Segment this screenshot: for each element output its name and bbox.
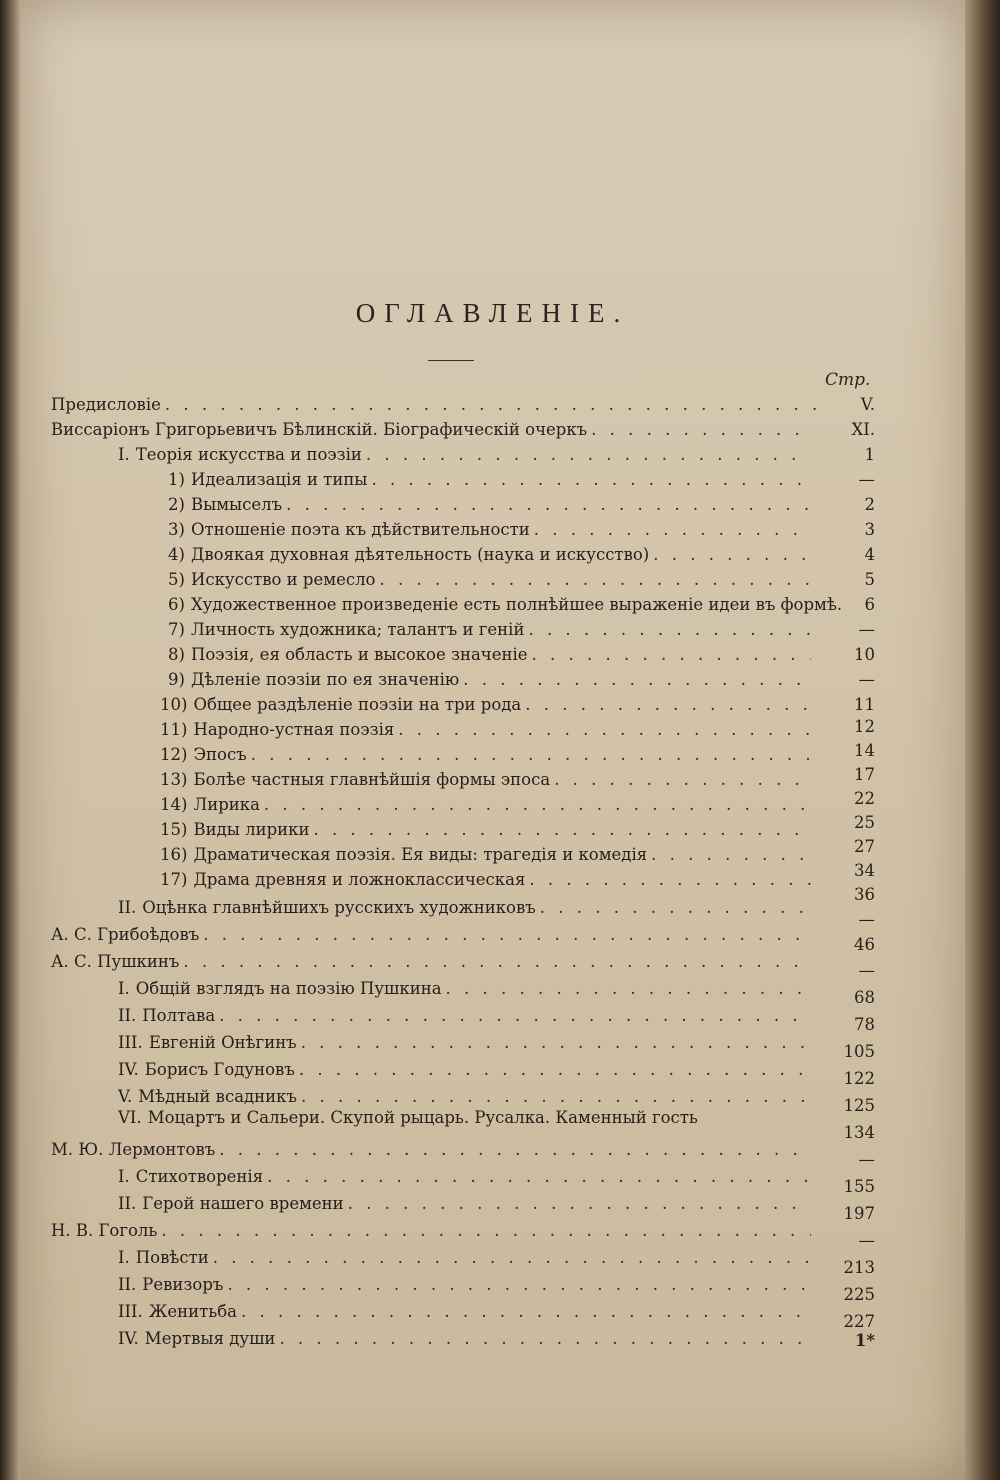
toc-entry-number: III. <box>118 1033 143 1052</box>
toc-entry <box>168 595 848 619</box>
toc-entry-label: Народно-устная поэзія <box>193 720 395 739</box>
toc-entry <box>118 1302 815 1326</box>
toc-entry-page: — <box>858 470 875 489</box>
dot-leader <box>348 1194 811 1213</box>
toc-entry <box>168 645 815 669</box>
toc-entry-page: 34 <box>854 861 875 880</box>
dot-leader <box>165 395 831 414</box>
toc-entry <box>45 952 815 976</box>
toc-entry-number: I. <box>118 979 130 998</box>
toc-entry-number: 10) <box>160 695 188 714</box>
toc-entry <box>168 470 815 494</box>
toc-entry-number: I. <box>118 1167 130 1186</box>
book-page <box>20 0 965 1480</box>
toc-entry-number: II. <box>118 1006 137 1025</box>
dot-leader <box>463 670 811 689</box>
dot-leader <box>371 470 811 489</box>
toc-entry <box>160 870 815 894</box>
toc-entry-page: 68 <box>854 988 875 1007</box>
toc-entry-page: — <box>858 1231 875 1250</box>
toc-entry-page: — <box>858 620 875 639</box>
toc-entry-page: 17 <box>854 765 875 784</box>
toc-entry-page: 12 <box>854 717 875 736</box>
toc-entry <box>45 1221 815 1245</box>
dot-leader <box>279 1329 811 1348</box>
toc-entry-number: I. <box>118 1248 130 1267</box>
toc-entry-page: 1 <box>864 445 875 464</box>
toc-entry <box>118 898 815 922</box>
toc-entry-label: Художественное произведеніе есть полнѣйшее выраженіе идеи въ формѣ. <box>190 595 843 614</box>
toc-entry-page: 227 <box>843 1312 875 1331</box>
toc-entry <box>118 1108 815 1132</box>
toc-entry-page: — <box>858 670 875 689</box>
page-column-label: Стр. <box>825 370 871 390</box>
toc-entry <box>118 1033 815 1057</box>
book-edge-right <box>965 0 1000 1480</box>
toc-entry <box>118 445 815 469</box>
toc-entry <box>118 979 815 1003</box>
toc-entry-number: 1) <box>168 470 185 489</box>
toc-entry <box>168 620 815 644</box>
dot-leader <box>591 420 811 439</box>
toc-entry-label: Эпосъ <box>193 745 247 764</box>
toc-entry-page: 25 <box>854 813 875 832</box>
toc-entry <box>118 1329 815 1353</box>
toc-entry-number: I. <box>118 445 130 464</box>
toc-entry-page: 5 <box>864 570 875 589</box>
toc-entry-label: Идеализація и типы <box>190 470 368 489</box>
toc-entry-number: 3) <box>168 520 185 539</box>
toc-entry-page: 22 <box>854 789 875 808</box>
toc-entry-label: Двоякая духовная дѣятельность (наука и искусство) <box>190 545 650 564</box>
toc-entry-label: Теорія искусства и поэзіи <box>135 445 362 464</box>
dot-leader <box>219 1140 811 1159</box>
dot-leader <box>525 695 811 714</box>
toc-entry-label: Поэзія, ея область и высокое значеніе <box>190 645 528 664</box>
toc-entry-page: 122 <box>843 1069 875 1088</box>
toc-entry-label: Виды лирики <box>193 820 310 839</box>
toc-entry-label: Н. В. Гоголь <box>51 1221 158 1240</box>
toc-entry-number: 12) <box>160 745 188 764</box>
toc-entry-page: 105 <box>843 1042 875 1061</box>
toc-entry-number: 17) <box>160 870 188 889</box>
dot-leader <box>554 770 811 789</box>
toc-entry-label: Виссаріонъ Григорьевичъ Бѣлинскій. Біографическій очеркъ <box>51 420 588 439</box>
toc-entry-number: 14) <box>160 795 188 814</box>
toc-entry <box>160 770 815 794</box>
toc-entry-number: 7) <box>168 620 185 639</box>
toc-entry-page: — <box>858 961 875 980</box>
toc-entry-label: Моцартъ и Сальери. Скупой рыцарь. Русалка. Каменный гость <box>147 1108 698 1127</box>
toc-entry-page: 36 <box>854 885 875 904</box>
toc-entry-label: Общій взглядъ на поэзію Пушкина <box>135 979 442 998</box>
dot-leader <box>219 1006 811 1025</box>
toc-entry <box>118 1194 815 1218</box>
toc-entry-label: Женитьба <box>148 1302 237 1321</box>
toc-entry <box>118 1060 815 1084</box>
toc-entry-page: 6 <box>864 595 875 614</box>
toc-entry-page: — <box>858 1150 875 1169</box>
toc-entry-page: XI. <box>851 420 875 439</box>
dot-leader <box>203 925 811 944</box>
toc-entry-page: 2 <box>864 495 875 514</box>
dot-leader <box>301 1087 811 1106</box>
toc-entry <box>160 695 815 719</box>
toc-entry-label: Оцѣнка главнѣйшихъ русскихъ художниковъ <box>142 898 536 917</box>
dot-leader <box>366 445 811 464</box>
toc-entry-label: Лирика <box>193 795 260 814</box>
toc-entry-number: 4) <box>168 545 185 564</box>
toc-entry-page: 225 <box>843 1285 875 1304</box>
toc-entry <box>118 1006 815 1030</box>
toc-entry-page: 134 <box>843 1123 875 1142</box>
toc-entry-number: 6) <box>168 595 185 614</box>
book-gutter-left <box>0 0 20 1480</box>
toc-entry-label: Мѣдный всадникъ <box>138 1087 297 1106</box>
toc-entry-label: Мертвыя души <box>144 1329 276 1348</box>
toc-entry-label: Борисъ Годуновъ <box>144 1060 295 1079</box>
toc-entry-page: 78 <box>854 1015 875 1034</box>
toc-entry <box>118 1275 815 1299</box>
signature-mark: 1* <box>854 1331 875 1350</box>
toc-entry-label: Стихотворенія <box>135 1167 264 1186</box>
dot-leader <box>264 795 811 814</box>
dot-leader <box>251 745 811 764</box>
toc-entry <box>168 570 815 594</box>
toc-entry-number: VI. <box>118 1108 142 1127</box>
dot-leader <box>301 1033 811 1052</box>
toc-entry-page: 14 <box>854 741 875 760</box>
dot-leader <box>540 898 811 917</box>
toc-entry-number: 9) <box>168 670 185 689</box>
toc-entry-label: Вымыселъ <box>190 495 283 514</box>
toc-entry-label: Драма древняя и ложноклассическая <box>193 870 526 889</box>
dot-leader <box>299 1060 811 1079</box>
dot-leader <box>286 495 811 514</box>
toc-entry-label: Болѣе частныя главнѣйшія формы эпоса <box>193 770 551 789</box>
toc-entry-number: 2) <box>168 495 185 514</box>
toc-entry-page: 213 <box>843 1258 875 1277</box>
toc-entry <box>168 545 815 569</box>
dot-leader <box>241 1302 811 1321</box>
toc-entry-label: А. С. Грибоѣдовъ <box>51 925 200 944</box>
dot-leader <box>446 979 811 998</box>
toc-entry-page: 4 <box>864 545 875 564</box>
dot-leader <box>313 820 811 839</box>
toc-entry-page: 3 <box>864 520 875 539</box>
toc-entry-number: 11) <box>160 720 188 739</box>
dot-leader <box>532 645 811 664</box>
toc-entry-number: 15) <box>160 820 188 839</box>
toc-entry-label: Ревизоръ <box>142 1275 224 1294</box>
toc-entry-number: 5) <box>168 570 185 589</box>
page-title: ОГЛАВЛЕНІЕ. <box>355 298 630 328</box>
toc-entry-page: 11 <box>854 695 875 714</box>
dot-leader <box>653 545 811 564</box>
toc-entry-label: Драматическая поэзія. Ея виды: трагедія и комедія <box>193 845 648 864</box>
toc-entry-label: Герой нашего времени <box>142 1194 344 1213</box>
dot-leader <box>267 1167 811 1186</box>
toc-entry-number: V. <box>118 1087 133 1106</box>
toc-entry-label: Повѣсти <box>135 1248 209 1267</box>
toc-entry-number: 13) <box>160 770 188 789</box>
toc-entry-page: 10 <box>854 645 875 664</box>
toc-entry-number: III. <box>118 1302 143 1321</box>
toc-entry <box>168 670 815 694</box>
toc-entry <box>118 1167 815 1191</box>
dot-leader <box>161 1221 811 1240</box>
toc-entry-label: Общее раздѣленіе поэзіи на три рода <box>193 695 522 714</box>
toc-entry <box>160 745 815 769</box>
toc-entry-page: 46 <box>854 935 875 954</box>
dot-leader <box>534 520 811 539</box>
toc-entry-number: II. <box>118 1194 137 1213</box>
toc-entry <box>160 845 815 869</box>
toc-entry <box>168 520 815 544</box>
toc-entry-page: — <box>858 910 875 929</box>
toc-entry <box>168 495 815 519</box>
dot-leader <box>651 845 811 864</box>
toc-entry-page: 197 <box>843 1204 875 1223</box>
toc-entry-number: II. <box>118 898 137 917</box>
dot-leader <box>398 720 811 739</box>
dot-leader <box>183 952 811 971</box>
toc-entry <box>45 420 815 444</box>
toc-entry <box>160 795 815 819</box>
dot-leader <box>529 870 811 889</box>
toc-entry-number: 16) <box>160 845 188 864</box>
toc-entry <box>118 1248 815 1272</box>
toc-entry-label: Отношеніе поэта къ дѣйствительности <box>190 520 530 539</box>
toc-entry-label: Полтава <box>142 1006 216 1025</box>
toc-entry <box>160 820 815 844</box>
toc-entry-label: Искусство и ремесло <box>190 570 376 589</box>
toc-entry <box>160 720 815 744</box>
toc-entry-label: М. Ю. Лермонтовъ <box>51 1140 216 1159</box>
toc-entry-page: 155 <box>843 1177 875 1196</box>
toc-entry-label: Дѣленіе поэзіи по ея значенію <box>190 670 460 689</box>
title-divider <box>428 360 474 361</box>
toc-entry-number: II. <box>118 1275 137 1294</box>
toc-entry-label: Предисловіе <box>51 395 161 414</box>
toc-entry <box>45 1140 815 1164</box>
dot-leader <box>213 1248 811 1267</box>
toc-entry-number: 8) <box>168 645 185 664</box>
toc-entry-page: V. <box>860 395 875 414</box>
toc-entry <box>45 395 835 419</box>
dot-leader <box>380 570 812 589</box>
dot-leader <box>227 1275 811 1294</box>
dot-leader <box>528 620 811 639</box>
toc-entry <box>45 925 815 949</box>
toc-entry-label: Евгеній Онѣгинъ <box>148 1033 297 1052</box>
toc-entry-page: 27 <box>854 837 875 856</box>
toc-entry-number: IV. <box>118 1329 139 1348</box>
toc-entry-label: А. С. Пушкинъ <box>51 952 180 971</box>
toc-entry-number: IV. <box>118 1060 139 1079</box>
toc-entry-page: 125 <box>843 1096 875 1115</box>
toc-entry-label: Личность художника; талантъ и геній <box>190 620 525 639</box>
